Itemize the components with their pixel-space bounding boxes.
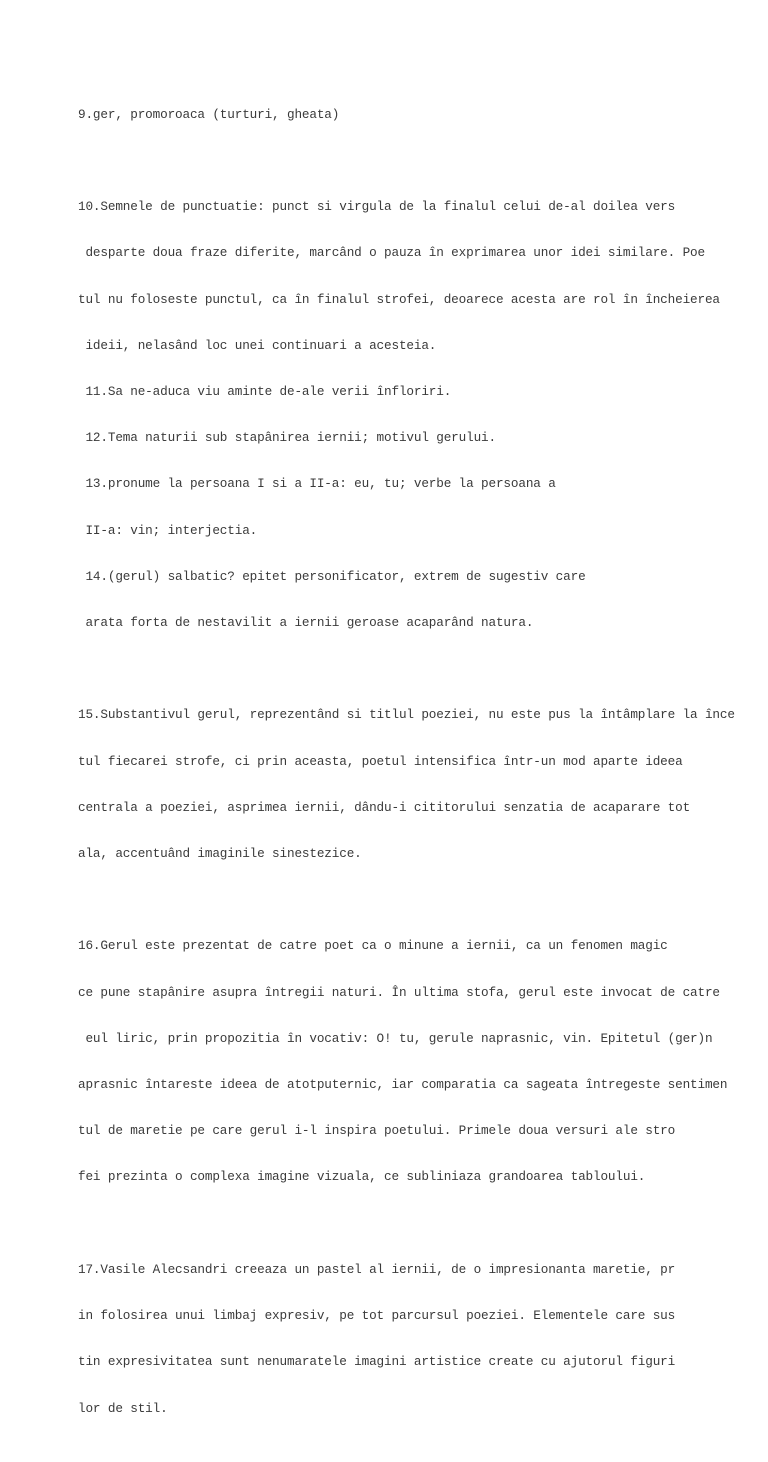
text-line: ala, accentuând imaginile sinestezice. [78,846,362,862]
text-line: lor de stil. [78,1400,168,1416]
text-line: desparte doua fraze diferite, marcând o pauza în exprimarea unor idei similare. Poe [78,245,705,261]
text-line: centrala a poeziei, asprimea iernii, dându-i cititorului senzatia de acaparare tot [78,799,691,815]
document-body [78,76,768,1462]
text-line: tul de maretie pe care gerul i-l inspira poetului. Primele doua versuri ale stro [78,1123,676,1139]
text-line: 11.Sa ne-aduca viu aminte de-ale verii înfloriri. [78,384,452,400]
text-line: 16.Gerul este prezentat de catre poet ca o minune a iernii, ca un fenomen magic [78,938,668,954]
text-line: 15.Substantivul gerul, reprezentând si titlul poeziei, nu este pus la întâmplare la înce [78,707,735,723]
paragraph-10-14 [78,168,768,661]
text-line: in folosirea unui limbaj expresiv, pe tot parcursul poeziei. Elementele care sus [78,1308,676,1324]
text-line: 12.Tema naturii sub stapânirea iernii; motivul gerului. [78,430,496,446]
text-line: 14.(gerul) salbatic? epitet personificator, extrem de sugestiv care [78,568,586,584]
text-line: ideii, nelasând loc unei continuari a acesteia. [78,337,437,353]
text-line: 9.ger, promoroaca (turturi, gheata) [78,106,340,122]
paragraph-15 [78,677,768,893]
text-line: tul fiecarei strofe, ci prin aceasta, poetul intensifica într-un mod aparte ideea [78,753,683,769]
text-line: 13.pronume la persoana I si a II-a: eu, tu; verbe la persoana a [78,476,556,492]
text-line: arata forta de nestavilit a iernii geroase acaparând natura. [78,615,534,631]
text-line: fei prezinta o complexa imagine vizuala, ce subliniaza grandoarea tabloului. [78,1169,646,1185]
text-line: tul nu foloseste punctul, ca în finalul strofei, deoarece acesta are rol în încheierea [78,291,720,307]
text-line: aprasnic întareste ideea de atotputernic, iar comparatia ca sageata întregeste sentimen [78,1077,728,1093]
text-line: II-a: vin; interjectia. [78,522,258,538]
paragraph-9 [78,76,768,153]
paragraph-16 [78,908,768,1216]
text-line: ce pune stapânire asupra întregii naturi. În ultima stofa, gerul este invocat de catre [78,984,720,1000]
paragraph-17 [78,1231,768,1447]
text-line: tin expresivitatea sunt nenumaratele imagini artistice create cu ajutorul figuri [78,1354,676,1370]
text-line: eul liric, prin propozitia în vocativ: O! tu, gerule naprasnic, vin. Epitetul (ger)n [78,1030,713,1046]
text-line: 10.Semnele de punctuatie: punct si virgula de la finalul celui de-al doilea vers [78,199,676,215]
text-line: 17.Vasile Alecsandri creeaza un pastel al iernii, de o impresionanta maretie, pr [78,1261,676,1277]
